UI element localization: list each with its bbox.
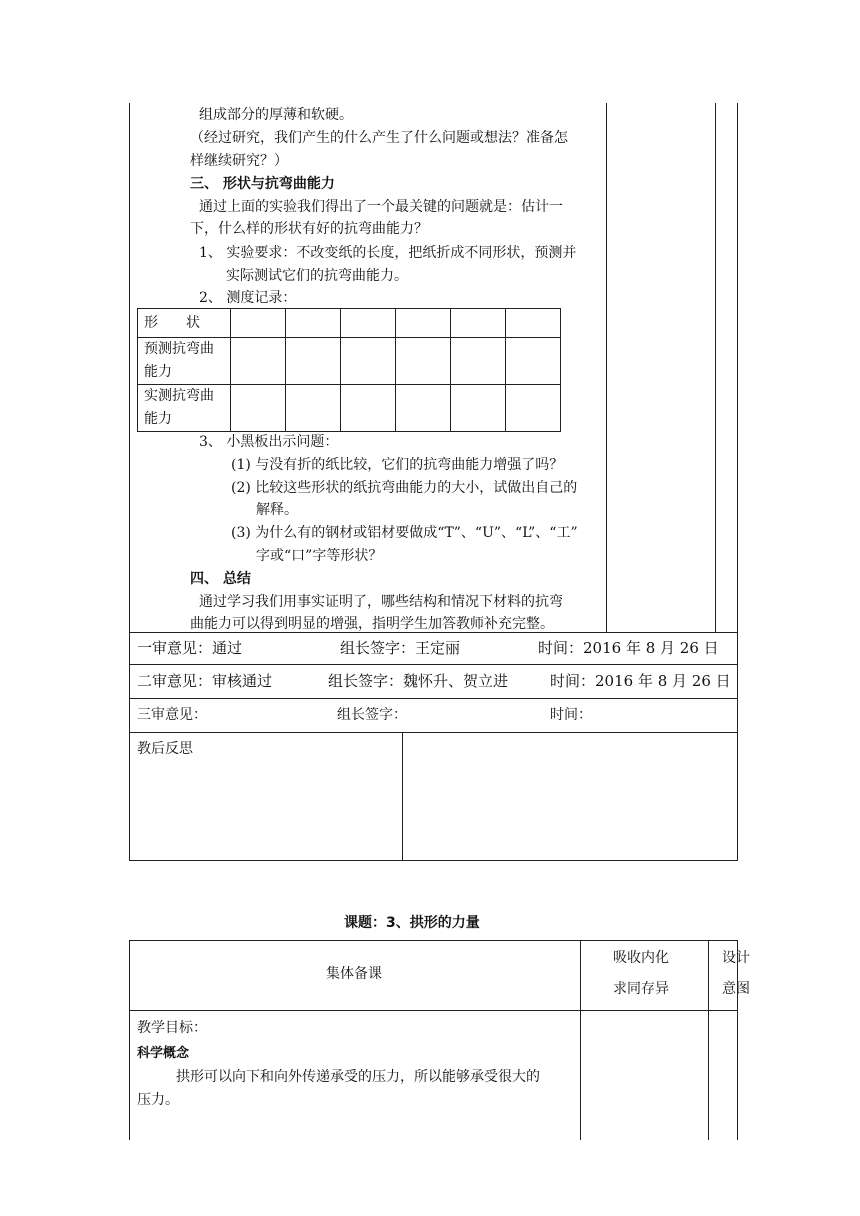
table-cell (506, 385, 561, 432)
upper-frame-left (129, 103, 130, 861)
lower-frame-right (737, 940, 738, 1140)
question-line: (1) 与没有折的纸比较，它们的抗弯曲能力增强了吗？ (231, 457, 564, 473)
record-label: 2、 测度记录： (199, 290, 297, 306)
lower-header-bottom (129, 1010, 738, 1011)
text-line: 实际测试它们的抗弯曲能力。 (226, 268, 408, 284)
cell-line: 能力 (144, 364, 172, 380)
text-line: 1、 实验要求：不改变纸的长度，把纸折成不同形状，预测并 (199, 245, 577, 261)
text-line: 样继续研究？） (190, 153, 288, 169)
text-line: 组成部分的厚薄和软硬。 (199, 107, 353, 123)
review3-opinion: 三审意见： (137, 707, 207, 723)
table-cell (506, 338, 561, 385)
table-cell (341, 385, 396, 432)
text-line: 下，什么样的形状有好的抗弯曲能力？ (190, 221, 428, 237)
lesson-title: 课题：3、拱形的力量 (344, 915, 480, 931)
upper-frame-right (737, 103, 738, 861)
review2-opinion: 二审意见：审核通过 (137, 672, 273, 690)
header-design: 设计 (722, 950, 750, 966)
review1-time: 时间：2016 年 8 月 26 日 (538, 639, 719, 657)
table-cell (231, 338, 286, 385)
col-divider-2 (715, 103, 716, 633)
question-line: 解释。 (256, 502, 298, 518)
lower-frame-left (129, 940, 130, 1140)
cell-line: 实测抗弯曲 (144, 388, 214, 404)
header-design: 意图 (722, 981, 750, 997)
review2-time: 时间：2016 年 8 月 26 日 (550, 672, 731, 690)
measurement-table (137, 308, 561, 432)
reflection-label: 教后反思 (137, 741, 193, 757)
table-cell (286, 385, 341, 432)
review2-sign: 组长签字：魏怀升、贺立进 (328, 672, 509, 690)
table-row-measured (138, 385, 231, 432)
table-header-shape: 形 状 (138, 309, 231, 338)
table-cell (451, 309, 506, 338)
question-line: (2) 比较这些形状的纸抗弯曲能力的大小，试做出自己的 (231, 480, 578, 496)
table-cell (451, 338, 506, 385)
table-cell (396, 385, 451, 432)
table-cell (341, 309, 396, 338)
table-cell (506, 309, 561, 338)
lower-col-divider-2 (708, 940, 709, 1140)
row-line-2 (129, 664, 738, 665)
upper-frame-bottom (129, 860, 738, 861)
review3-sign: 组长签字： (337, 707, 407, 723)
text-line: 通过上面的实验我们得出了一个最关键的问题就是：估计一 (199, 199, 563, 215)
review1-sign: 组长签字：王定丽 (340, 639, 461, 657)
table-cell (341, 338, 396, 385)
row-line-3 (129, 698, 738, 699)
review1-opinion: 一审意见：通过 (137, 639, 243, 657)
table-cell (451, 385, 506, 432)
concept-line: 压力。 (137, 1092, 179, 1108)
cell-line: 能力 (144, 411, 172, 427)
question-line: (3) 为什么有的钢材或铝材要做成“T”、“U”、“L”、“工” (231, 525, 578, 541)
row-line-4 (129, 732, 738, 733)
board-label: 3、 小黑板出示问题： (199, 434, 339, 450)
table-row-predicted (138, 338, 231, 385)
goal-label: 教学目标： (137, 1020, 207, 1036)
table-cell (286, 309, 341, 338)
concept-line: 拱形可以向下和向外传递承受的压力，所以能够承受很大的 (176, 1069, 540, 1085)
section-heading-4: 四、 总结 (190, 571, 251, 587)
table-cell (286, 338, 341, 385)
text-line: （经过研究，我们产生的什么产生了什么问题或想法？准备怎 (190, 130, 568, 146)
table-cell (231, 385, 286, 432)
header-absorb: 吸收内化 (613, 950, 669, 966)
table-cell (396, 309, 451, 338)
text-line: 曲能力可以得到明显的增强，指明学生加答教师补充完整。 (190, 616, 554, 632)
table-cell (231, 309, 286, 338)
lower-frame-top (129, 940, 738, 941)
question-line: 字或“口”字等形状？ (256, 548, 383, 564)
table-cell (396, 338, 451, 385)
col-divider-1 (606, 103, 607, 633)
review3-time: 时间： (550, 707, 592, 723)
lower-col-divider-1 (580, 940, 581, 1140)
section-heading-3: 三、 形状与抗弯曲能力 (190, 176, 335, 192)
concept-heading: 科学概念 (137, 1046, 190, 1061)
header-collective-prep: 集体备课 (326, 966, 382, 982)
reflection-divider (402, 732, 403, 861)
text-line: 通过学习我们用事实证明了，哪些结构和情况下材料的抗弯 (199, 594, 563, 610)
header-absorb: 求同存异 (613, 981, 669, 997)
cell-line: 预测抗弯曲 (144, 341, 214, 357)
